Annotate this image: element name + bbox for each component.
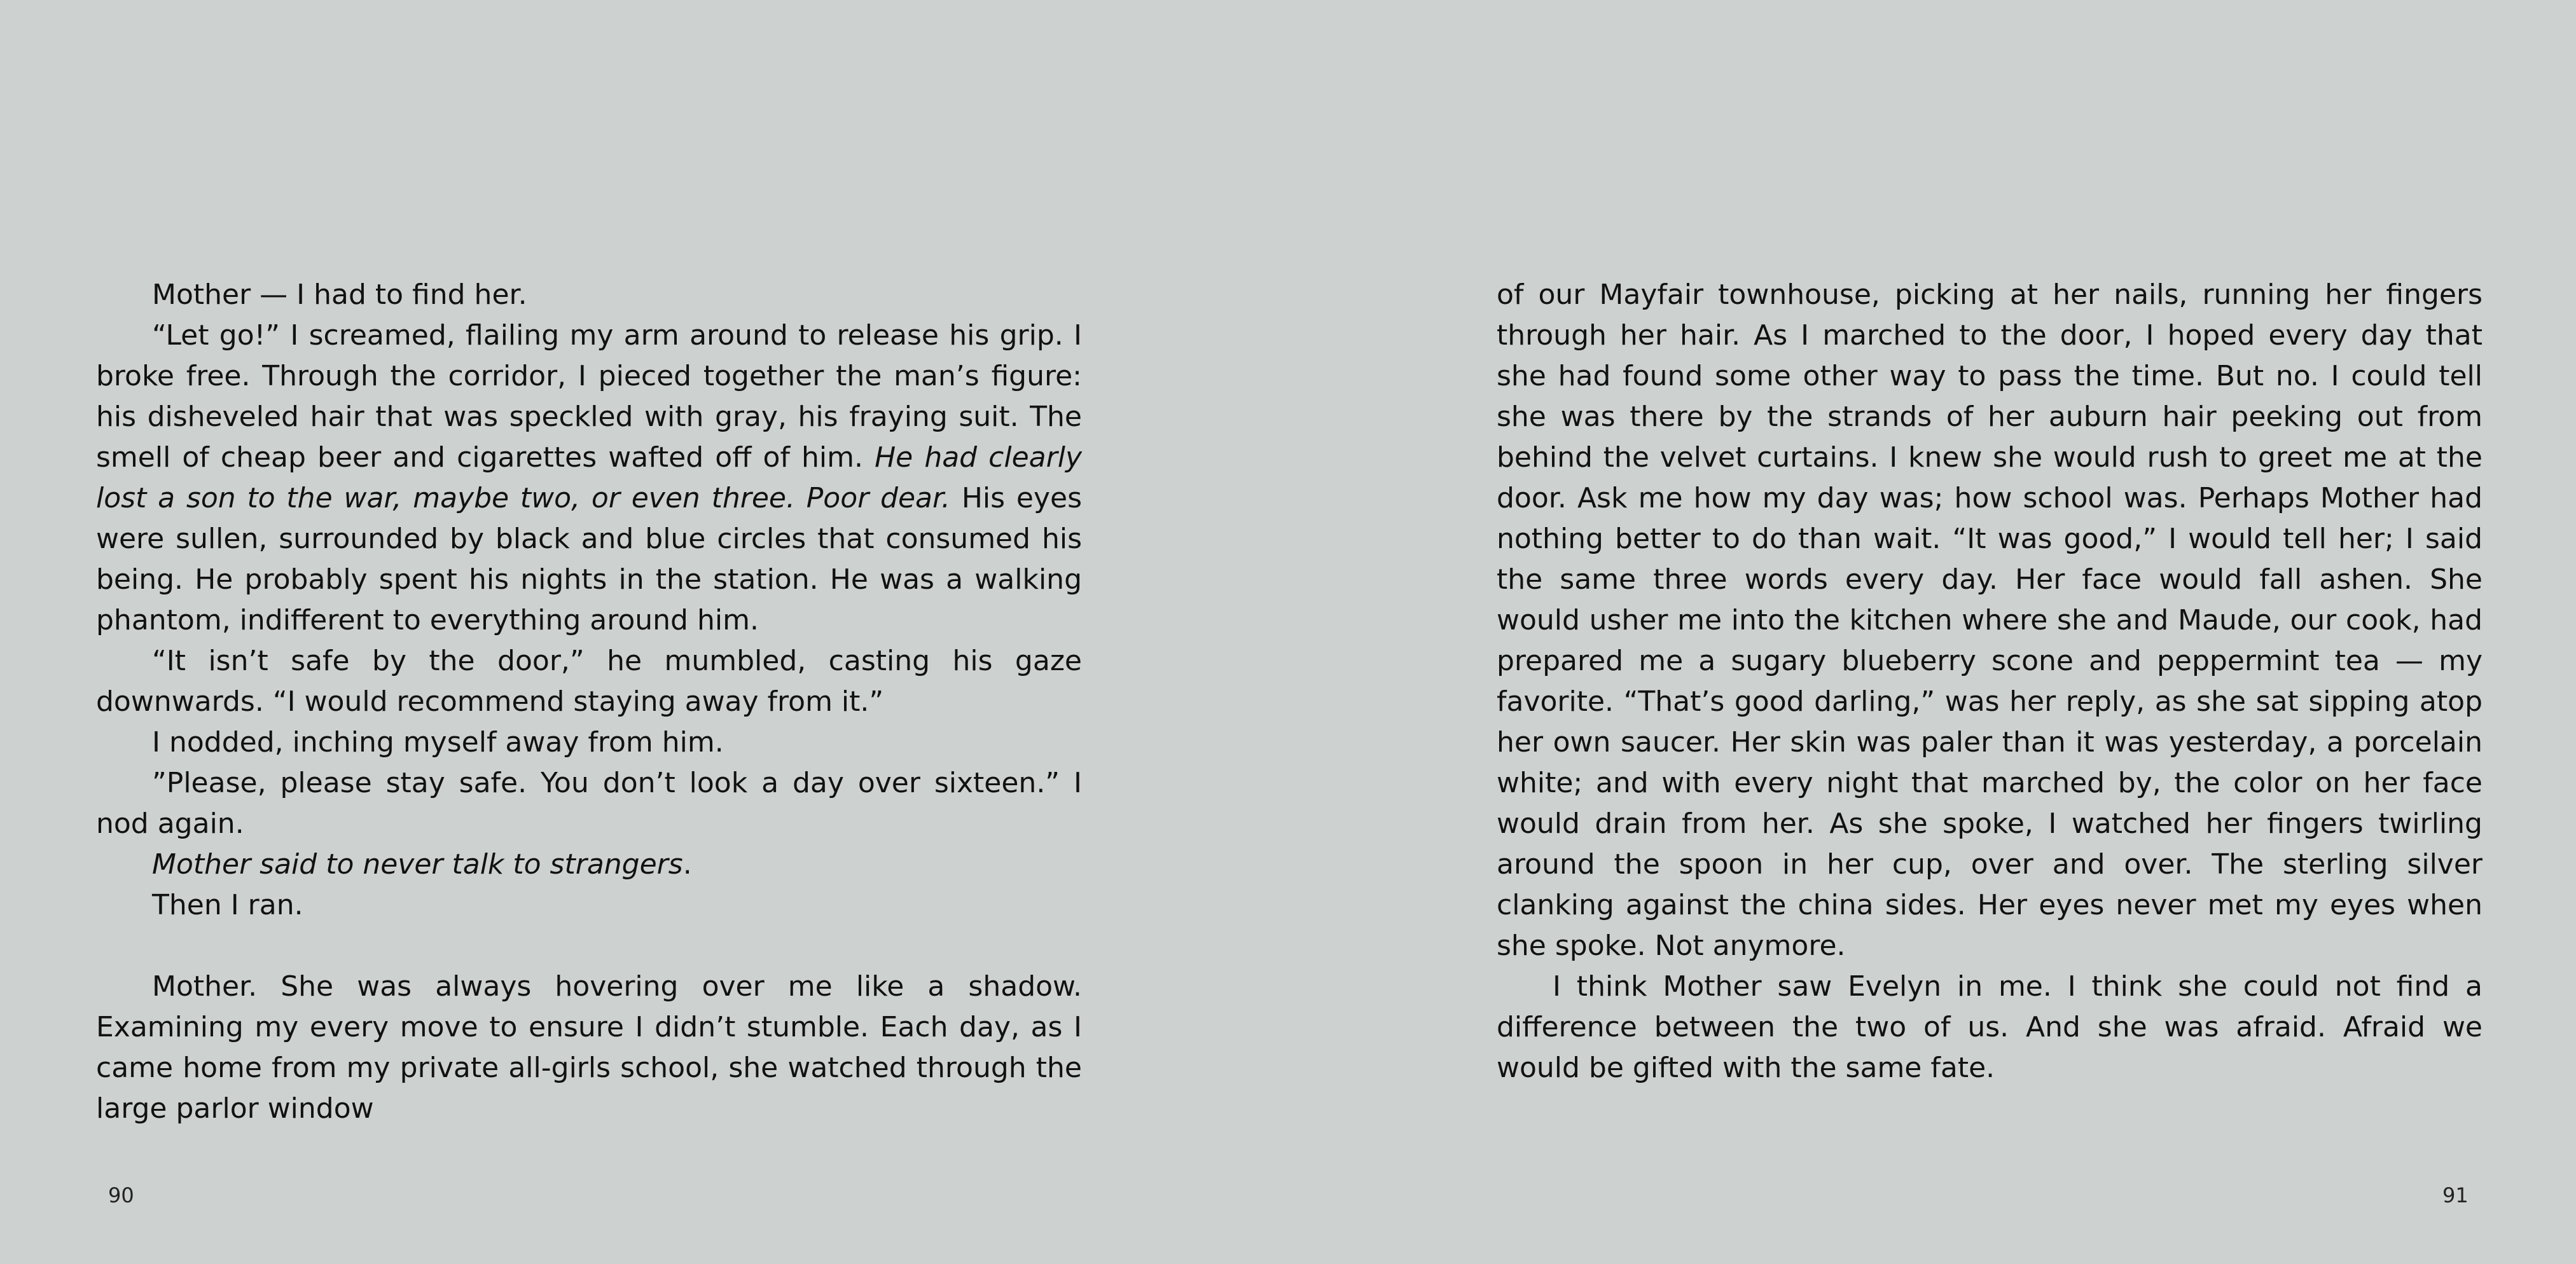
paragraph xyxy=(96,315,1082,641)
text-run: of our Mayfair townhouse, picking at her nails, running her fingers through her hair. As I marched to the door, I hoped every day that she had found some other way to pass the time. But no. I could tell she was there by the strands of her auburn hair peeking out from behind the velvet curtains. I knew she would rush to greet me at the door. Ask me how my day was; how school was. Perhaps Mother had nothing better to do than wait. “It was good,” I would tell her; I said the same three words every day. Her face would fall ashen. She would usher me into the kitchen where she and Maude, our cook, had prepared me a sugary blueberry scone and peppermint tea — my favorite. “That’s good darling,” was her reply, as she sat sipping atop her own saucer. Her skin was paler than it was yesterday, a porcelain white; and with every night that marched by, the color on her face would drain from her. As she spoke, I watched her fingers twirling around the spoon in her cup, over and over. The sterling silver clanking against the china sides. Her eyes never met my eyes when she spoke. Not anymore. xyxy=(1497,278,2483,962)
paragraph xyxy=(1497,966,2483,1089)
paragraph xyxy=(1497,275,2483,966)
paragraph xyxy=(96,763,1082,844)
paragraph xyxy=(96,641,1082,722)
italic-text-run: He had clearly lost a son to the war, maybe two, or even three. Poor dear. xyxy=(96,441,1082,514)
right-page-text xyxy=(1497,275,2483,1089)
text-run: I think Mother saw Evelyn in me. I think she could not find a difference between the two of us. And she was afraid. Afraid we would be gifted with the same fate. xyxy=(1497,970,2483,1084)
text-run: Mother — I had to find her. xyxy=(152,278,527,311)
page-number: 91 xyxy=(2442,1183,2469,1207)
paragraph xyxy=(96,844,1082,885)
left-page-text xyxy=(96,275,1082,1129)
paragraph xyxy=(96,885,1082,926)
text-run: Then I ran. xyxy=(152,889,303,921)
text-run: “It isn’t safe by the door,” he mumbled, casting his gaze downwards. “I would recommend staying away from it.” xyxy=(96,645,1082,718)
text-run: I nodded, inching myself away from him. xyxy=(152,726,724,759)
section-break xyxy=(96,926,1082,966)
right-page xyxy=(1288,0,2576,1264)
text-run: “Let go!” I screamed, flailing my arm around to release his grip. I broke free. Through the corridor, I pieced together the man’s figure: his disheveled hair that was speckled with gray, his fraying suit. The smell of cheap beer and cigarettes wafted off of him. xyxy=(96,319,1082,474)
text-run: His eyes were sullen, surrounded by black and blue circles that consumed his being. He probably spent his nights in the station. He was a walking phantom, indifferent to everything around him. xyxy=(96,482,1082,636)
page-number: 90 xyxy=(108,1183,134,1207)
paragraph xyxy=(96,275,1082,315)
paragraph xyxy=(96,722,1082,763)
text-run: ”Please, please stay safe. You don’t look a day over sixteen.” I nod again. xyxy=(96,767,1082,840)
italic-text-run: Mother said to never talk to strangers xyxy=(152,848,683,881)
text-run: Mother. She was always hovering over me like a shadow. Examining my every move to ensure I didn’t stumble. Each day, as I came home from my private all-girls school, she watched through the large parlor window xyxy=(96,970,1082,1125)
text-run: . xyxy=(682,848,692,881)
paragraph xyxy=(96,966,1082,1129)
